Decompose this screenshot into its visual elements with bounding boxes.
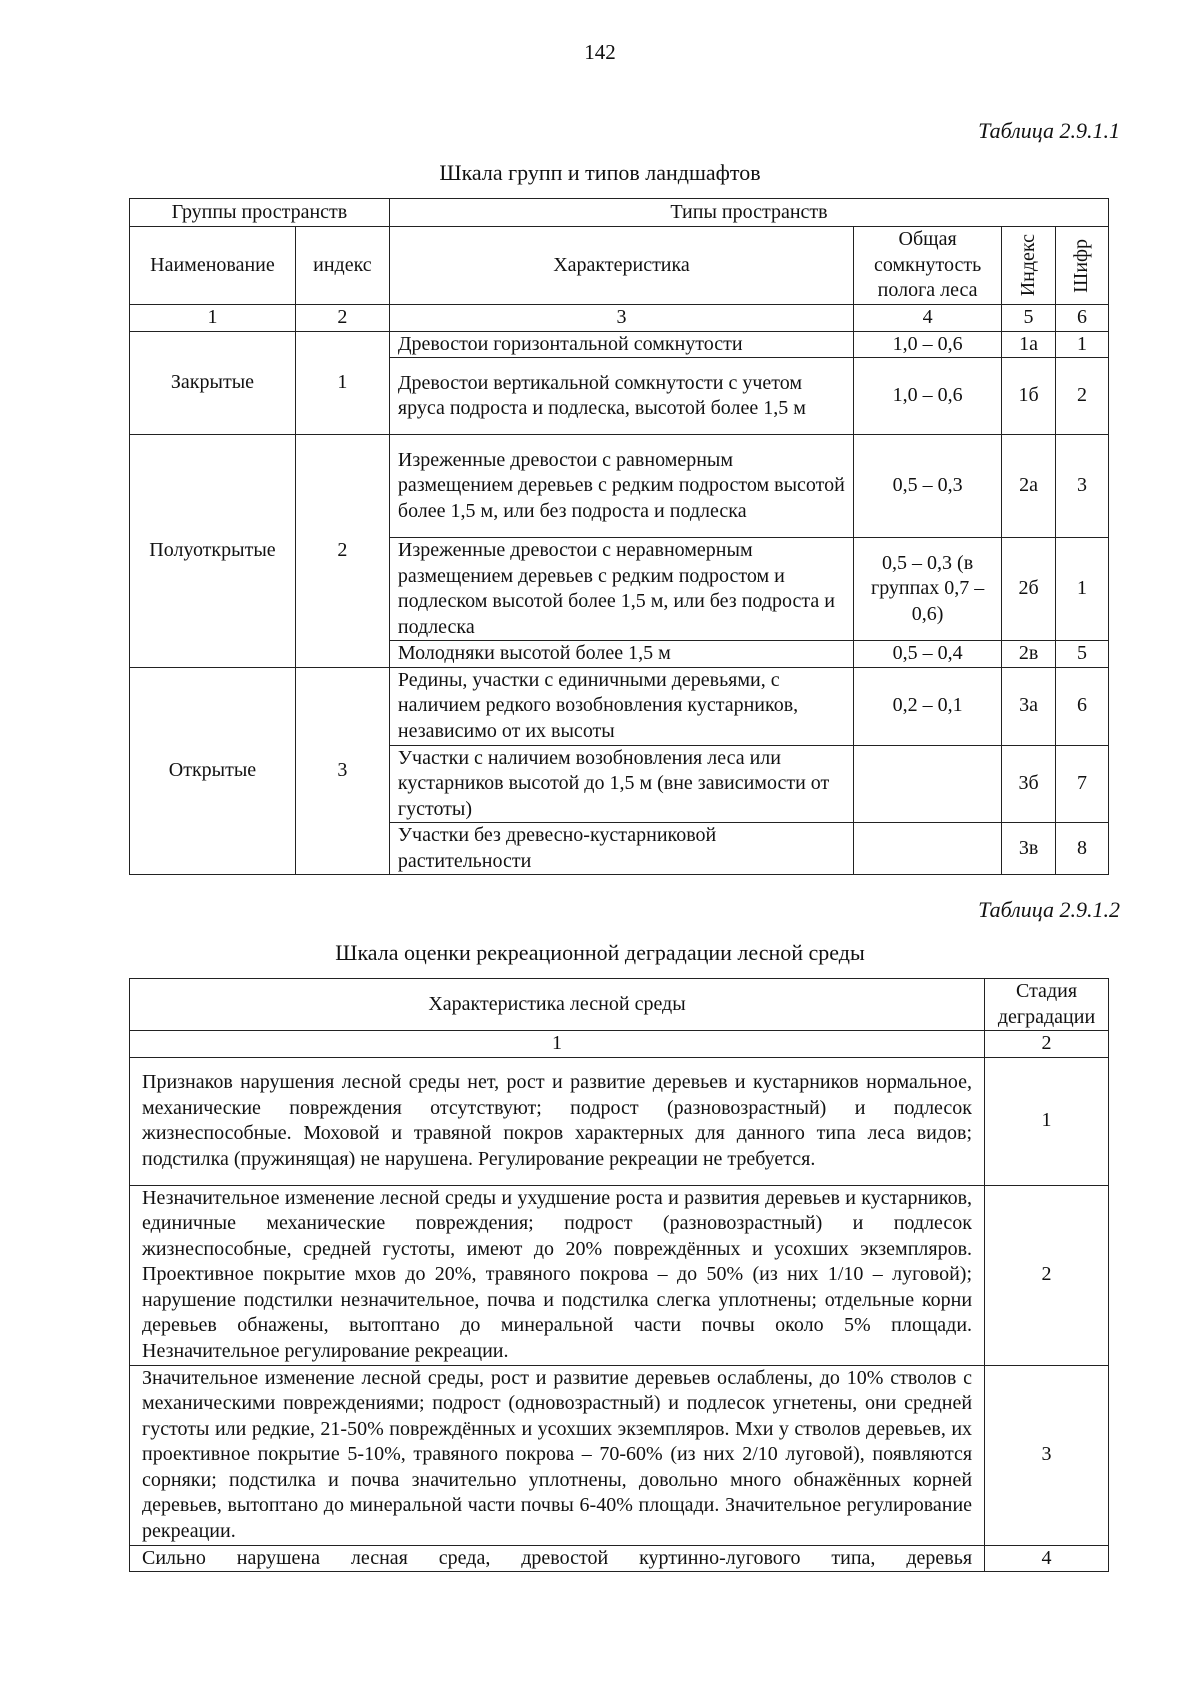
column-number: 4 [854, 305, 1002, 332]
header-index-vertical [1002, 227, 1056, 305]
type-closure [854, 745, 1002, 823]
header-name: Наименование [130, 227, 296, 305]
type-code: 2 [1056, 358, 1109, 435]
column-number: 2 [295, 305, 389, 332]
degradation-stage: 3 [985, 1365, 1109, 1545]
table-header-row [130, 199, 1109, 227]
type-code: 8 [1056, 823, 1109, 875]
column-number: 5 [1002, 305, 1056, 332]
type-closure: 0,5 – 0,3 [854, 435, 1002, 538]
column-number: 6 [1056, 305, 1109, 332]
table-row [130, 331, 1109, 358]
type-index: 1а [1002, 331, 1056, 358]
column-number: 1 [130, 305, 296, 332]
type-index: 2в [1002, 641, 1056, 668]
type-code: 5 [1056, 641, 1109, 668]
type-characteristic: Редины, участки с единичными деревьями, с наличием редкого возобновления кустарников, независимо от их высоты [389, 667, 853, 745]
group-index: 3 [295, 667, 389, 875]
type-characteristic: Участки без древесно-кустарниковой растительности [389, 823, 853, 875]
type-characteristic: Изреженные древостои с равномерным размещением деревьев с редким подростом высотой более 1,5 м, или без подроста и подлеска [389, 435, 853, 538]
table-title-2: Шкала оценки рекреационной деградации лесной среды [335, 940, 865, 965]
table-row [130, 1365, 1109, 1545]
type-closure: 0,2 – 0,1 [854, 667, 1002, 745]
header-closure: Общая сомкнутость полога леса [854, 227, 1002, 305]
column-number: 1 [130, 1031, 985, 1058]
type-index: 3а [1002, 667, 1056, 745]
degradation-stage: 2 [985, 1185, 1109, 1365]
group-name: Закрытые [130, 331, 296, 435]
table-row [130, 1185, 1109, 1365]
table-caption-2: Таблица 2.9.1.2 [978, 897, 1120, 922]
forest-characteristic: Незначительное изменение лесной среды и ухудшение роста и развития деревьев и кустарников, единичные механические повреждения; подрост (разновозрастный) и подлесок жизнеспособные, средней густоты, имеют до 20% повреждённых и усохших экземпляров. Проективное покрытие мхов до 20%, травяного покрова – до 50% (из них 1/10 – луговой); нарушение подстилки незначительное, почва и подстилка слегка уплотнены; отдельные корни деревьев обнажены, вытоптано до минеральной части почвы около 5% площади. Незначительное регулирование рекреации. [130, 1185, 985, 1365]
header-code-vertical [1056, 227, 1109, 305]
header-characteristic: Характеристика [389, 227, 853, 305]
table-header-row [130, 979, 1109, 1031]
table-title-1: Шкала групп и типов ландшафтов [439, 160, 761, 185]
column-number: 3 [389, 305, 853, 332]
table-row [130, 667, 1109, 745]
type-characteristic: Изреженные древостои с неравномерным размещением деревьев с редким подростом и подлеском высотой более 1,5 м, или без подроста и подлеска [389, 538, 853, 641]
header-code-label: Шифр [1070, 238, 1093, 293]
type-closure: 1,0 – 0,6 [854, 331, 1002, 358]
type-closure: 0,5 – 0,3 (в группах 0,7 – 0,6) [854, 538, 1002, 641]
type-characteristic: Древостои горизонтальной сомкнутости [389, 331, 853, 358]
header-types: Типы пространств [389, 199, 1108, 227]
type-index: 3в [1002, 823, 1056, 875]
table-header-row [130, 227, 1109, 305]
type-characteristic: Участки с наличием возобновления леса или кустарников высотой до 1,5 м (вне зависимости от густоты) [389, 745, 853, 823]
type-closure [854, 823, 1002, 875]
table-caption-1: Таблица 2.9.1.1 [978, 118, 1120, 143]
header-index: индекс [295, 227, 389, 305]
table-row [130, 435, 1109, 538]
type-code: 1 [1056, 538, 1109, 641]
type-code: 3 [1056, 435, 1109, 538]
type-index: 2а [1002, 435, 1056, 538]
page-number: 142 [584, 40, 616, 64]
group-name: Полуоткрытые [130, 435, 296, 668]
type-characteristic: Древостои вертикальной сомкнутости с учетом яруса подроста и подлеска, высотой более 1,5 м [389, 358, 853, 435]
header-degradation-stage: Стадия деградации [985, 979, 1109, 1031]
landscape-types-table [129, 198, 1109, 875]
forest-degradation-table [129, 978, 1109, 1572]
group-name: Открытые [130, 667, 296, 875]
type-code: 7 [1056, 745, 1109, 823]
type-code: 6 [1056, 667, 1109, 745]
degradation-stage: 1 [985, 1057, 1109, 1185]
group-index: 2 [295, 435, 389, 668]
type-closure: 0,5 – 0,4 [854, 641, 1002, 668]
forest-characteristic: Значительное изменение лесной среды, рост и развитие деревьев ослаблены, до 10% стволов с механическими повреждениями; подрост (одновозрастный) и подлесок угнетены, они средней густоты или редкие, 21-50% повреждённых и усохших экземпляров. Мхи у стволов деревьев, их проективное покрытие 5-10%, травяного покрова – 70-60% (из них 2/10 луговой), появляются сорняки; подстилка и почва значительно уплотнены, довольно много обнажённых корней деревьев, вытоптано до минеральной части почвы 6-40% площади. Значительное регулирование рекреации. [130, 1365, 985, 1545]
type-code: 1 [1056, 331, 1109, 358]
column-number: 2 [985, 1031, 1109, 1058]
type-index: 1б [1002, 358, 1056, 435]
type-characteristic: Молодняки высотой более 1,5 м [389, 641, 853, 668]
forest-characteristic: Признаков нарушения лесной среды нет, рост и развитие деревьев и кустарников нормальное, механические повреждения отсутствуют; подрост (разновозрастный) и подлесок жизнеспособные. Моховой и травяной покров характерных для данного типа леса видов; подстилка (пружинящая) не нарушена. Регулирование рекреации не требуется. [130, 1057, 985, 1185]
forest-characteristic: Сильно нарушена лесная среда, древостой куртинно-лугового типа, деревья [130, 1545, 985, 1572]
column-number-row [130, 305, 1109, 332]
type-index: 3б [1002, 745, 1056, 823]
type-index: 2б [1002, 538, 1056, 641]
column-number-row [130, 1031, 1109, 1058]
header-index-label: Индекс [1016, 234, 1039, 297]
header-groups: Группы пространств [130, 199, 390, 227]
group-index: 1 [295, 331, 389, 435]
type-closure: 1,0 – 0,6 [854, 358, 1002, 435]
table-row [130, 1057, 1109, 1185]
header-forest-characteristic: Характеристика лесной среды [130, 979, 985, 1031]
degradation-stage: 4 [985, 1545, 1109, 1572]
table-row [130, 1545, 1109, 1572]
